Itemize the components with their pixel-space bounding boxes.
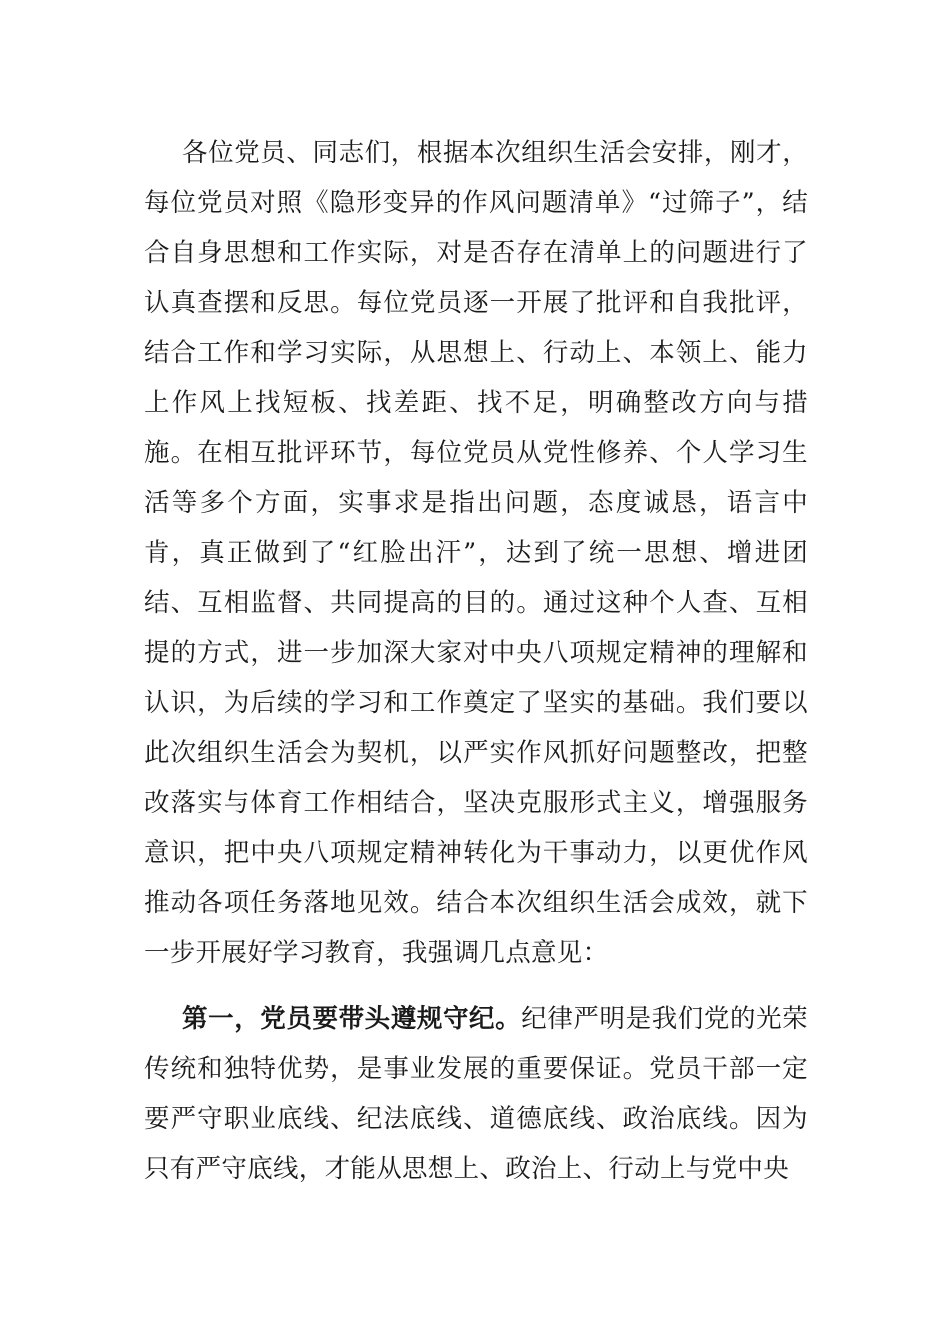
paragraph-intro [144,128,808,978]
document-body [144,128,808,1194]
paragraph-first-point [144,994,808,1194]
paragraph-intro-text: 各位党员、同志们，根据本次组织生活会安排，刚才，每位党员对照《隐形变异的作风问题清单》“过筛子”，结合自身思想和工作实际，对是否存在清单上的问题进行了认真查摆和反思。每位党员逐一开展了批评和自我批评，结合工作和学习实际，从思想上、行动上、本领上、能力上作风上找短板、找差距、找不足，明确整改方向与措施。在相互批评环节，每位党员从党性修养、个人学习生活等多个方面，实事求是指出问题，态度诚恳，语言中肯，真正做到了“红脸出汗”，达到了统一思想、增进团结、互相监督、共同提高的目的。通过这种个人查、互相提的方式，进一步加深大家对中央八项规定精神的理解和认识，为后续的学习和工作奠定了坚实的基础。我们要以此次组织生活会为契机，以严实作风抓好问题整改，把整改落实与体育工作相结合，坚决克服形式主义，增强服务意识，把中央八项规定精神转化为干事动力，以更优作风推动各项任务落地见效。结合本次组织生活会成效，就下一步开展好学习教育，我强调几点意见： [144,138,808,968]
first-point-text: 纪律严明是我们党的光荣传统和独特优势，是事业发展的重要保证。党员干部一定要严守职业底线、纪法底线、道德底线、政治底线。因为只有严守底线，才能从思想上、政治上、行动上与党中央 [144,1004,808,1184]
first-point-heading: 第一，党员要带头遵规守纪。 [182,1004,522,1034]
